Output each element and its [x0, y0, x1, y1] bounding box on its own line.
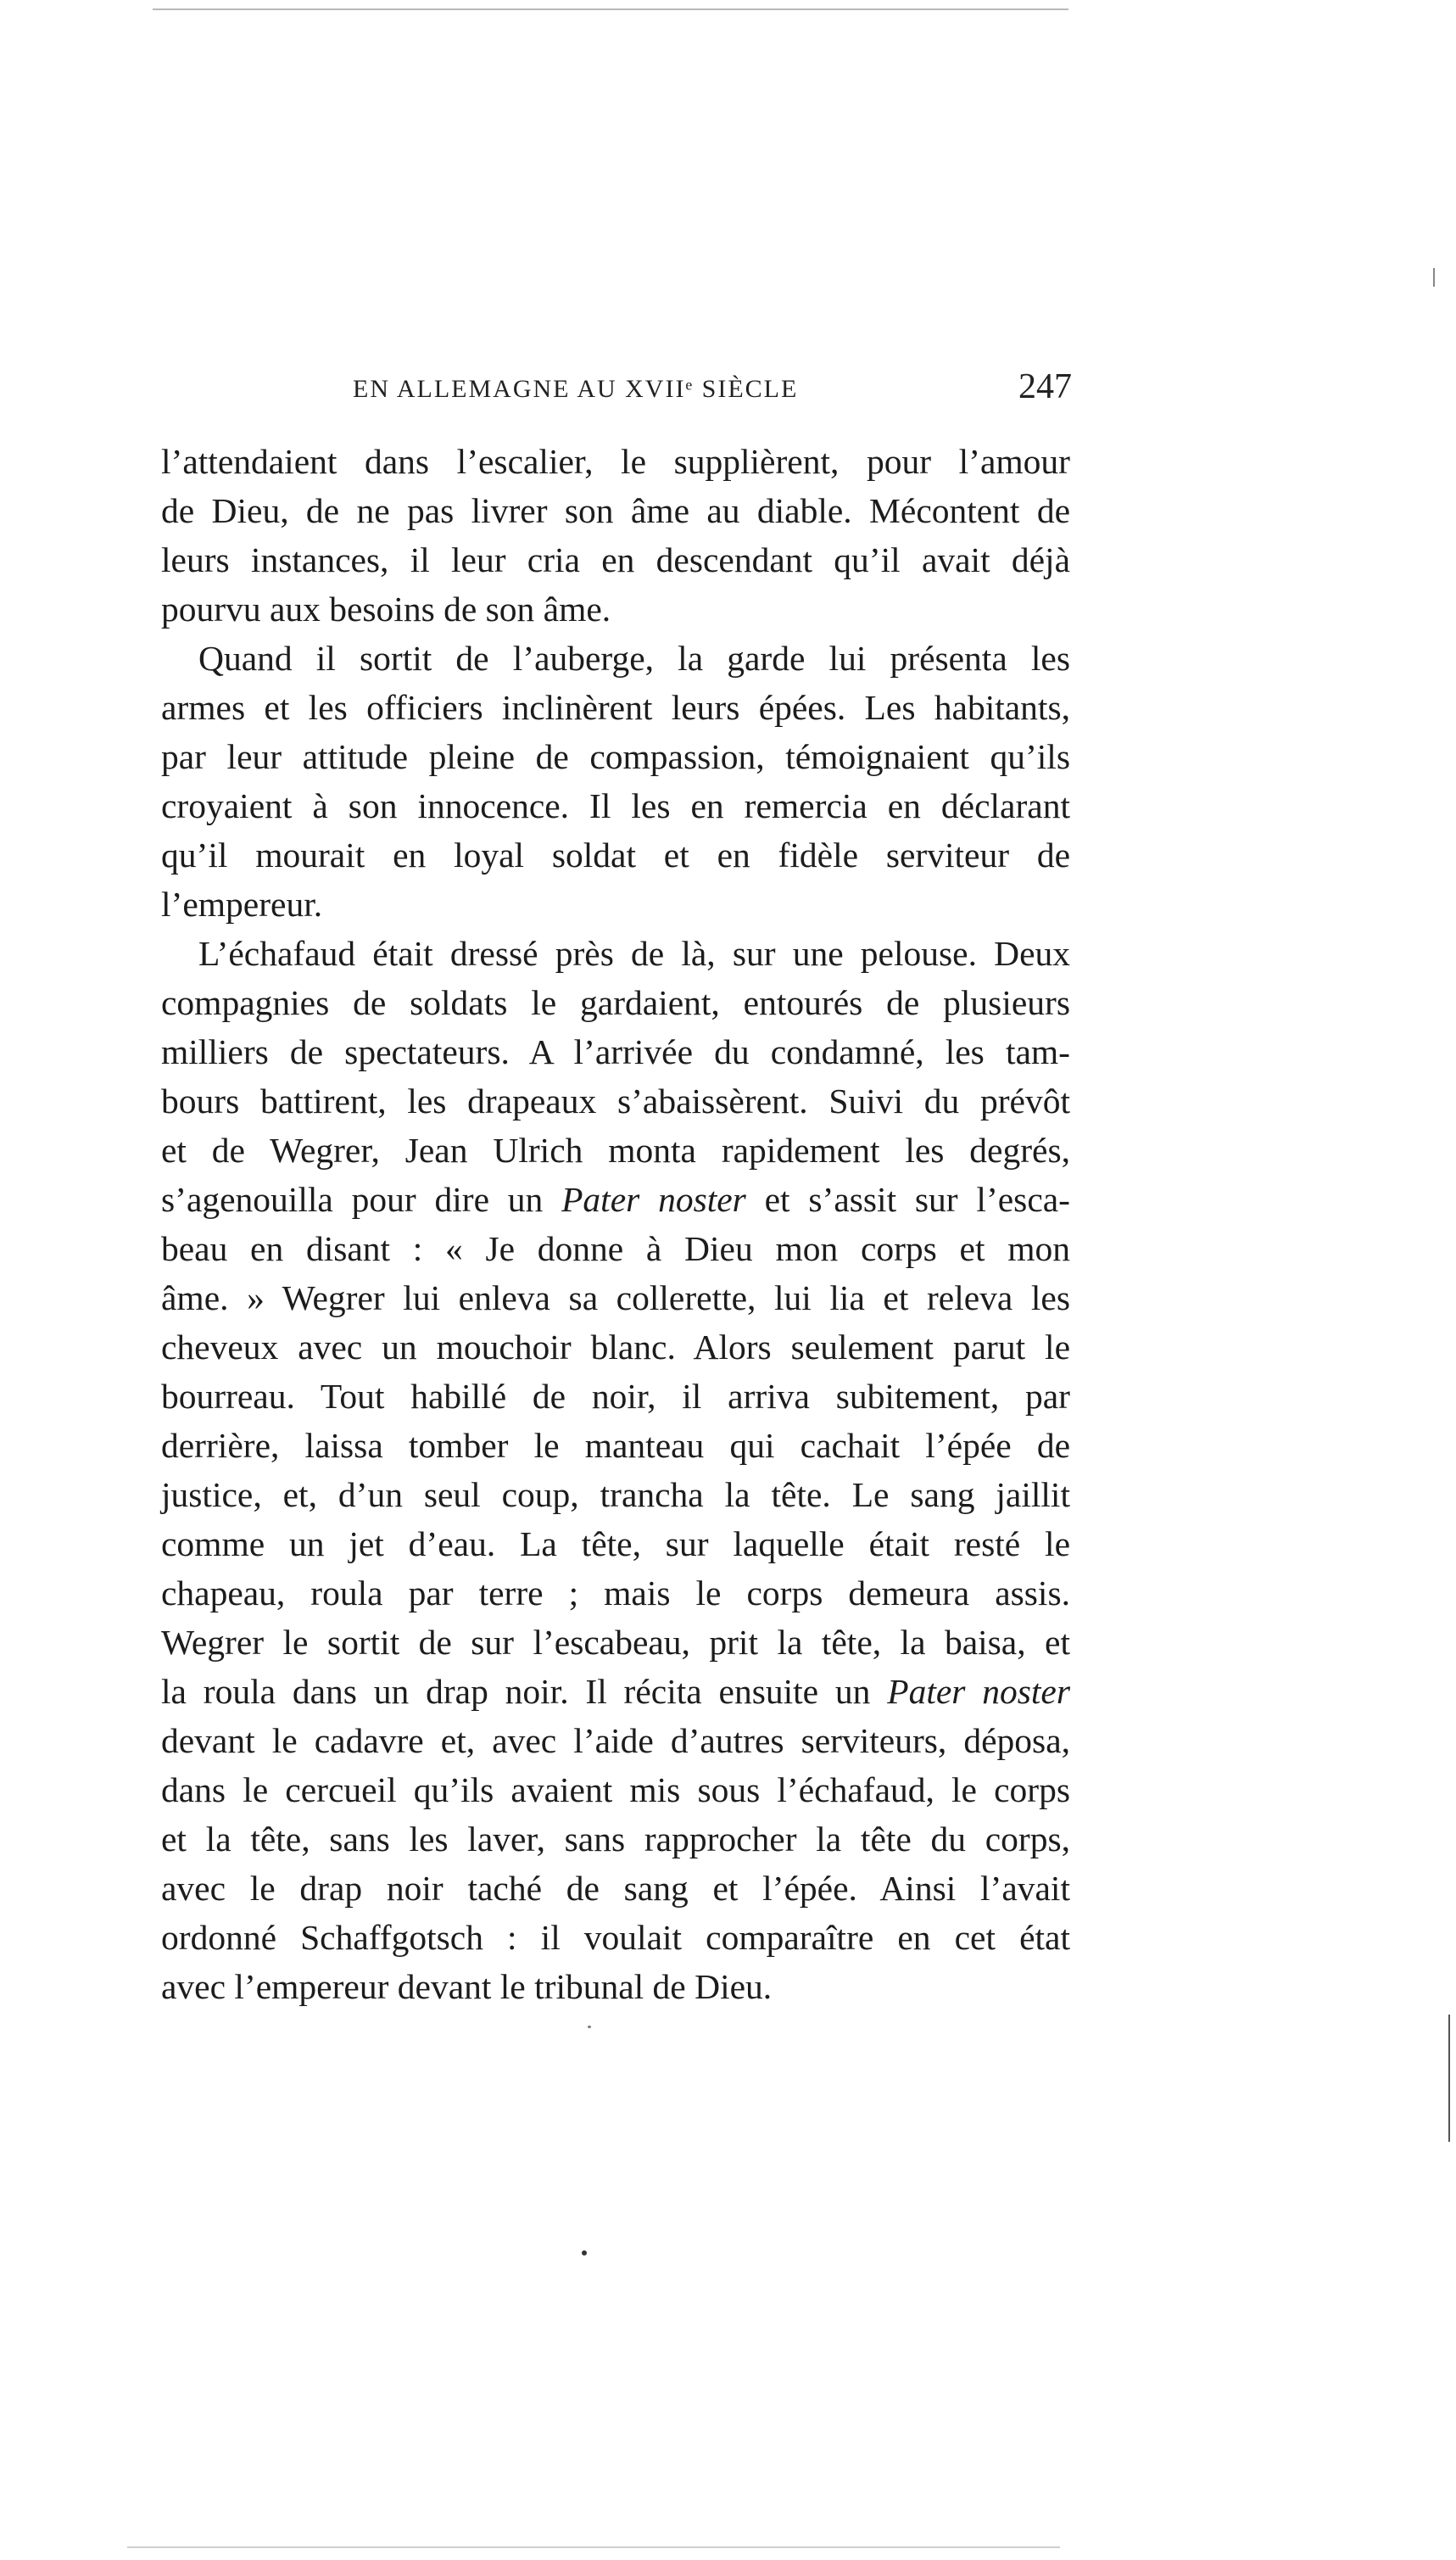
page-header: [153, 366, 1079, 417]
italic-text: Pater noster: [887, 1672, 1070, 1711]
text-line: cheveux avec un mouchoir blanc. Alors seulement parut le: [161, 1328, 1070, 1367]
text-line: l’empereur.: [161, 885, 323, 924]
text-line: comme un jet d’eau. La tête, sur laquelle était resté le: [161, 1524, 1070, 1563]
text-line: Quand il sortit de l’auberge, la garde lui présenta les: [198, 639, 1070, 678]
text-line: de Dieu, de ne pas livrer son âme au diable. Mécontent de: [161, 491, 1070, 530]
text-line: leurs instances, il leur cria en descendant qu’il avait déjà: [161, 540, 1070, 579]
text-line: avec l’empereur devant le tribunal de Dieu.: [161, 1967, 773, 2006]
body-text: [161, 437, 1070, 2011]
running-head: EN ALLEMAGNE AU XVIIᵉ SIÈCLE: [353, 375, 799, 403]
scan-edge-bottom: [127, 2546, 1060, 2548]
text-segment: et s’assit sur l’esca-: [745, 1180, 1070, 1219]
text-segment: la roula dans un drap noir. Il récita ensuite un: [161, 1672, 888, 1711]
page-number: 247: [1018, 367, 1072, 406]
text-line: âme. » Wegrer lui enleva sa collerette, lui lia et releva les: [161, 1278, 1070, 1317]
text-line: armes et les officiers inclinèrent leurs épées. Les habitants,: [161, 688, 1070, 727]
text-line: L’échafaud était dressé près de là, sur une pelouse. Deux: [198, 934, 1070, 973]
text-line: et la tête, sans les laver, sans rapprocher la tête du corps,: [161, 1819, 1070, 1859]
ink-speck: [582, 2250, 587, 2255]
margin-scan-mark: [1433, 268, 1435, 287]
text-line: bourreau. Tout habillé de noir, il arriva subitement, par: [161, 1377, 1070, 1416]
text-line: bours battirent, les drapeaux s’abaissèrent. Suivi du prévôt: [161, 1082, 1070, 1121]
text-line: milliers de spectateurs. A l’arrivée du condamné, les tam-: [161, 1032, 1070, 1071]
text-line: [161, 1667, 1070, 1716]
text-line: [161, 1175, 1070, 1224]
text-line: justice, et, d’un seul coup, trancha la tête. Le sang jaillit: [161, 1475, 1070, 1514]
ink-speck: [588, 2026, 591, 2028]
text-line: l’attendaient dans l’escalier, le supplièrent, pour l’amour: [161, 442, 1070, 481]
text-line: beau en disant : « Je donne à Dieu mon corps et mon: [161, 1229, 1070, 1268]
scan-edge-top: [153, 8, 1068, 10]
text-line: dans le cercueil qu’ils avaient mis sous l’échafaud, le corps: [161, 1770, 1070, 1809]
text-line: compagnies de soldats le gardaient, entourés de plusieurs: [161, 983, 1070, 1022]
text-line: chapeau, roula par terre ; mais le corps demeura assis.: [161, 1573, 1070, 1613]
text-line: qu’il mourait en loyal soldat et en fidèle serviteur de: [161, 836, 1070, 875]
text-line: croyaient à son innocence. Il les en remercia en déclarant: [161, 786, 1070, 825]
text-line: avec le drap noir taché de sang et l’épée. Ainsi l’avait: [161, 1869, 1070, 1908]
text-line: pourvu aux besoins de son âme.: [161, 590, 611, 629]
text-line: devant le cadavre et, avec l’aide d’autres serviteurs, déposa,: [161, 1721, 1070, 1760]
text-line: et de Wegrer, Jean Ulrich monta rapidement les degrés,: [161, 1131, 1070, 1170]
margin-scan-mark: [1448, 2015, 1450, 2142]
italic-text: Pater noster: [561, 1180, 746, 1219]
text-line: ordonné Schaffgotsch : il voulait comparaître en cet état: [161, 1918, 1070, 1957]
text-line: par leur attitude pleine de compassion, témoignaient qu’ils: [161, 737, 1070, 776]
text-line: Wegrer le sortit de sur l’escabeau, prit la tête, la baisa, et: [161, 1623, 1070, 1662]
text-segment: s’agenouilla pour dire un: [161, 1180, 562, 1219]
text-line: derrière, laissa tomber le manteau qui cachait l’épée de: [161, 1426, 1070, 1465]
